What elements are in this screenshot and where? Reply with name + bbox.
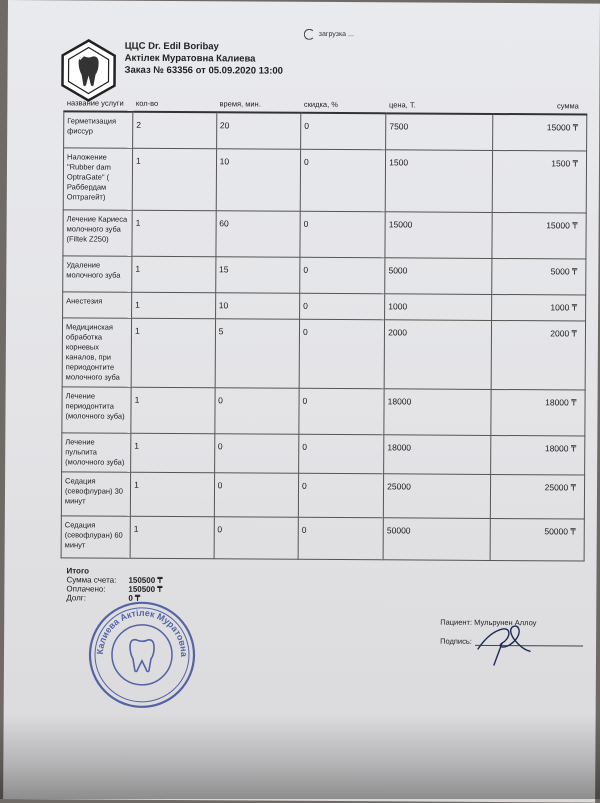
discount-cell: 0: [298, 517, 383, 560]
price-cell: 5000: [385, 257, 492, 294]
totals-title: Итого: [66, 566, 90, 576]
clinic-name: ЦЦС Dr. Edil Boribay: [124, 40, 219, 53]
discount-cell: 0: [299, 434, 384, 474]
price-cell: 50000: [383, 517, 490, 560]
time-cell: 0: [214, 516, 299, 559]
time-cell: 0: [214, 387, 299, 434]
price-cell: 2000: [384, 319, 491, 389]
service-name-cell: Анестезия: [63, 291, 132, 317]
clinic-stamp: [86, 598, 199, 711]
total-sum-label: Сумма счета:: [66, 575, 117, 585]
price-cell: 25000: [383, 473, 490, 518]
document-header: [125, 41, 284, 78]
signature-label: Подпись:: [440, 636, 472, 646]
qty-cell: 1: [132, 292, 216, 319]
service-name-cell: Лечение Кариеса молочного зуба (Filtek Z250): [63, 209, 132, 255]
time-cell: 20: [216, 112, 301, 149]
time-cell: 0: [214, 472, 299, 517]
qty-cell: 1: [131, 318, 215, 388]
sum-cell: 1500 ₸: [492, 150, 587, 213]
time-cell: 15: [215, 256, 300, 293]
sum-cell: 25000 ₸: [490, 474, 584, 519]
column-header-discount: скидка, %: [301, 96, 386, 114]
patient-label: Пациент:: [440, 617, 473, 627]
stamp-text: Калиева Актілек Муратовна: [94, 607, 190, 657]
discount-cell: 0: [300, 257, 385, 294]
qty-cell: 1: [132, 256, 216, 293]
service-name-cell: Седация (севофлуран) 30 минут: [61, 471, 130, 515]
sum-cell: 15000 ₸: [492, 114, 586, 151]
sum-cell: 50000 ₸: [490, 518, 584, 561]
qty-cell: 1: [131, 433, 215, 473]
price-cell: 18000: [384, 434, 491, 474]
service-name-cell: Седация (севофлуран) 60 минут: [61, 515, 130, 557]
table-row: [62, 432, 585, 474]
service-name-cell: Герметизация фиссур: [64, 111, 133, 147]
column-header-time: время, мин.: [216, 95, 300, 113]
discount-cell: 0: [300, 293, 385, 320]
discount-cell: 0: [300, 149, 386, 212]
service-name-cell: Удаление молочного зуба: [63, 255, 132, 291]
table-row: [64, 111, 587, 150]
service-name-cell: Лечение пульпита (молочного зуба): [62, 432, 131, 471]
time-cell: 60: [216, 210, 301, 257]
paid-label: Оплачено:: [66, 584, 106, 594]
time-cell: 10: [216, 148, 301, 211]
sum-cell: 1000 ₸: [491, 294, 585, 321]
service-name-cell: Медицинская обработка корневых каналов, при периодонтите молочного зуба: [62, 317, 131, 386]
service-name-cell: Наложение "Rubber dam OptraGate" ( Раббердам Оптрагейт): [63, 147, 132, 209]
column-header-qty: кол-во: [133, 95, 217, 113]
discount-cell: 0: [299, 388, 384, 435]
table-row: [62, 386, 585, 435]
discount-cell: 0: [301, 113, 386, 150]
column-header-name: название услуги: [64, 94, 133, 111]
qty-cell: 1: [130, 472, 214, 517]
table-row: [63, 291, 586, 320]
clinic-logo-icon: [59, 38, 117, 102]
sum-cell: 5000 ₸: [492, 258, 586, 295]
doctor-name: Актілек Муратовна Калиева: [124, 52, 256, 65]
table-row: [63, 209, 586, 258]
totals-block: [66, 566, 162, 603]
debt-value: 0 ₸: [128, 593, 141, 603]
discount-cell: 0: [298, 473, 383, 518]
table-row: [61, 471, 584, 518]
sum-cell: 18000 ₸: [490, 435, 584, 475]
table-row: [62, 317, 585, 389]
price-cell: 18000: [384, 388, 491, 435]
stamp-tooth-icon: [130, 640, 154, 672]
qty-cell: 1: [130, 516, 214, 559]
sum-cell: 2000 ₸: [491, 320, 586, 390]
qty-cell: 1: [132, 148, 216, 211]
price-cell: 1000: [385, 293, 492, 320]
discount-cell: 0: [299, 319, 385, 389]
column-header-price: цена, Т.: [386, 96, 493, 114]
sum-cell: 15000 ₸: [492, 212, 586, 259]
table-row: [61, 515, 584, 560]
total-sum-value: 150500 ₸: [128, 575, 163, 585]
sum-cell: 18000 ₸: [491, 389, 585, 436]
services-table: [61, 94, 588, 561]
price-cell: 15000: [385, 211, 492, 258]
spinner-icon: [304, 29, 315, 40]
qty-cell: 2: [133, 112, 217, 149]
qty-cell: 1: [131, 387, 215, 434]
order-number: Заказ № 63356 от 05.09.2020 13:00: [124, 64, 283, 77]
qty-cell: 1: [132, 210, 216, 257]
debt-label: Долг:: [66, 593, 86, 603]
discount-cell: 0: [300, 211, 385, 258]
table-row: [63, 255, 586, 294]
time-cell: 10: [215, 292, 300, 319]
patient-name: Мульрунен Аллоу: [474, 617, 537, 628]
handwritten-signature: [472, 609, 542, 669]
loading-indicator: [304, 29, 354, 40]
price-cell: 7500: [386, 113, 493, 150]
time-cell: 0: [214, 433, 299, 473]
document-page: [3, 0, 600, 803]
table-row: [63, 147, 586, 212]
paid-value: 150500 ₸: [128, 584, 163, 594]
price-cell: 1500: [385, 149, 492, 212]
column-header-sum: сумма: [493, 97, 587, 115]
loading-text: загрузка ...: [318, 30, 354, 39]
service-name-cell: Лечение периодонтита (молочного зуба): [62, 386, 131, 432]
time-cell: 5: [215, 318, 300, 388]
